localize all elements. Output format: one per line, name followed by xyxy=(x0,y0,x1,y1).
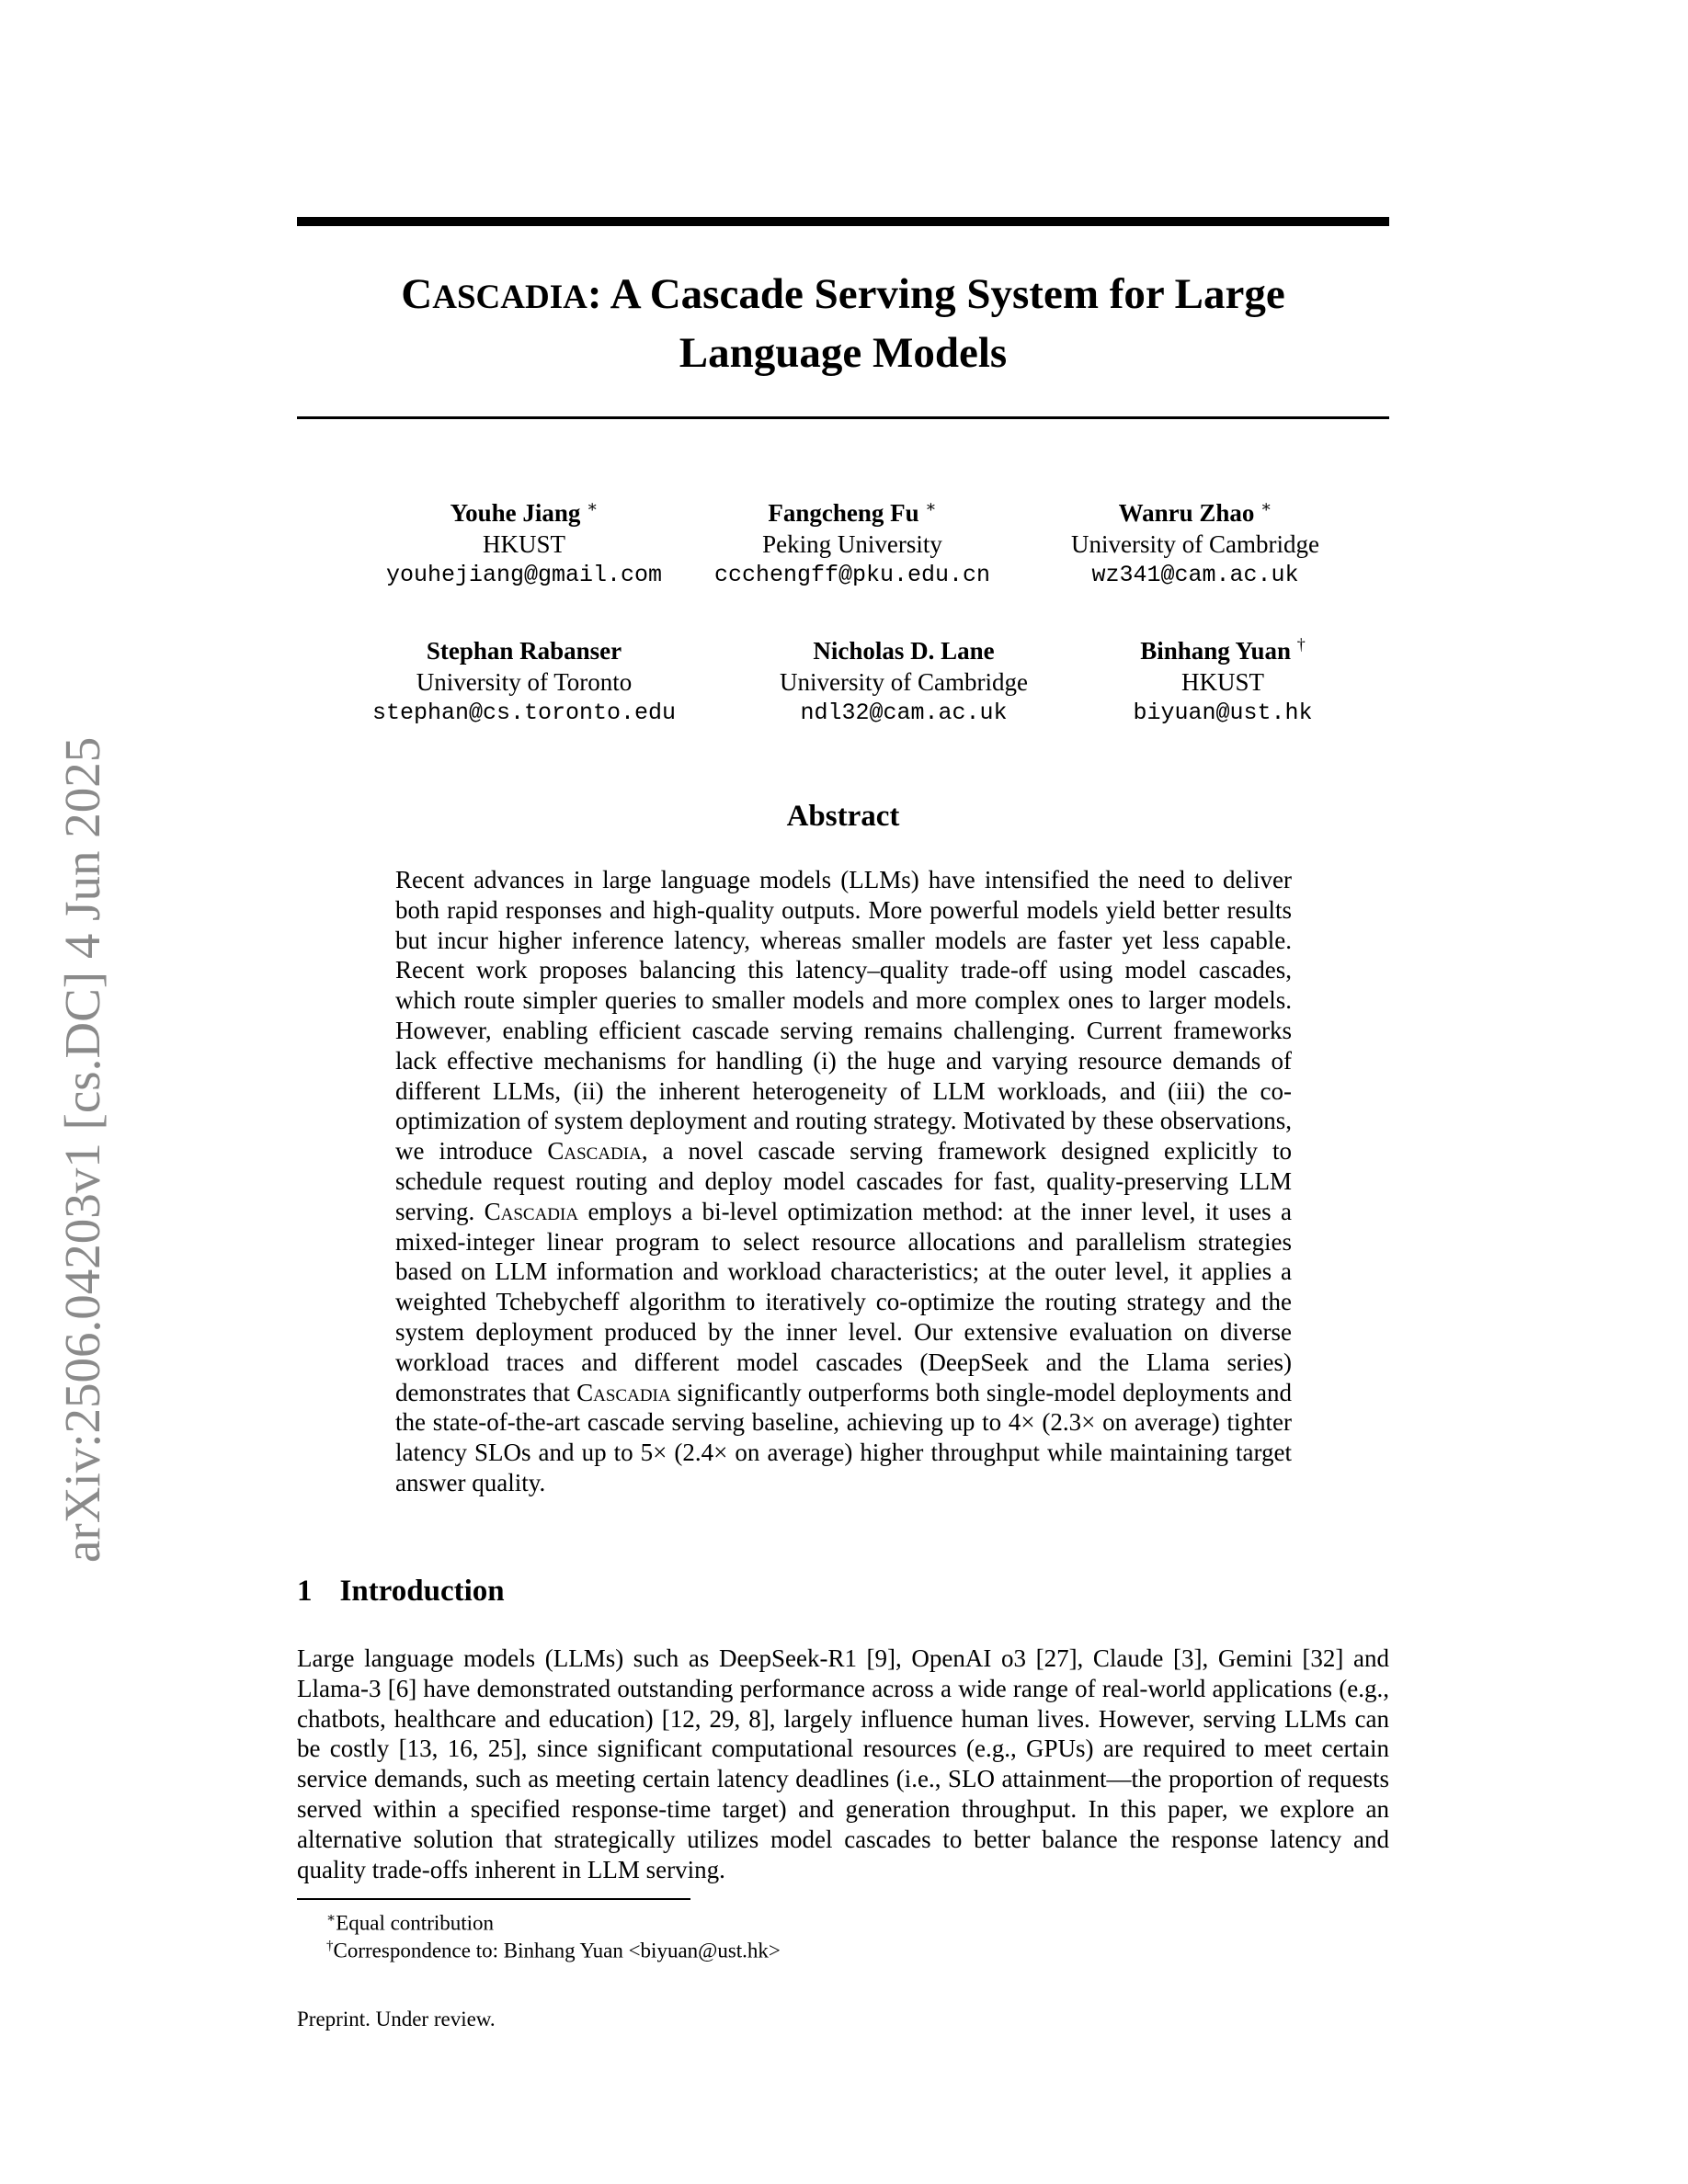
author-block: Stephan Rabanser University of Toronto stephan@cs.toronto.edu xyxy=(371,637,677,726)
introduction-paragraph: Large language models (LLMs) such as DeepSeek-R1 [9], OpenAI o3 [27], Claude [3], Gemini [32] and Llama-3 [6] have demonstrated outstanding performance across a wide range of real-world applications (e.g., chatbots, healthcare and education) [12, 29, 8], largely influence human lives. However, serving LLMs can be costly [13, 16, 25], since significant computational resources (e.g., GPUs) are required to meet certain service demands, such as meeting certain latency deadlines (i.e., SLO attainment—the proportion of requests served within a specified response-time target) and generation throughput. In this paper, we explore an alternative solution that strategically utilizes model cascades to better balance the response latency and quality trade-offs inherent in LLM serving. xyxy=(297,1644,1389,1883)
paper-title: CASCADIA: A Cascade Serving System for Large Language Models xyxy=(401,270,1285,377)
abstract-heading: Abstract xyxy=(786,800,900,833)
footnote-rule xyxy=(297,1898,690,1900)
author-block: Fangcheng Fu ∗ Peking University ccchengff@pku.edu.cn xyxy=(713,497,991,588)
preprint-note: Preprint. Under review. xyxy=(297,2008,496,2030)
author-block: Nicholas D. Lane University of Cambridge ndl32@cam.ac.uk xyxy=(780,637,1028,726)
title-top-rule xyxy=(297,217,1389,226)
section-heading-introduction: 1 Introduction xyxy=(297,1575,505,1608)
footnote: †Correspondence to: Binhang Yuan <biyuan@ust.hk> xyxy=(326,1939,781,1962)
author-block: Youhe Jiang ∗ HKUST youhejiang@gmail.com xyxy=(385,497,663,588)
author-block: Binhang Yuan † HKUST biyuan@ust.hk xyxy=(1133,635,1313,726)
paper-title-line2: Language Models xyxy=(679,329,1008,377)
footnote: ∗Equal contribution xyxy=(326,1911,495,1935)
title-bottom-rule xyxy=(297,416,1389,419)
author-block: Wanru Zhao ∗ University of Cambridge wz341@cam.ac.uk xyxy=(1071,497,1319,588)
arxiv-identifier: arXiv:2506.04203v1 [cs.DC] 4 Jun 2025 xyxy=(54,736,110,1563)
abstract-text: Recent advances in large language models (LLMs) have intensified the need to deliver both rapid responses and high-quality outputs. More powerful models yield better results but incur higher inference latency, whereas smaller models are faster yet less capable. Recent work proposes balancing this latency–quality trade-off using model cascades, which route simpler queries to smaller models and more complex ones to larger models. However, enabling efficient cascade serving remains challenging. Current frameworks lack effective mechanisms for handling (i) the huge and varying resource demands of different LLMs, (ii) the inherent heterogeneity of LLM workloads, and (iii) the co-optimization of system deployment and routing strategy. Motivated by these observations, we introduce Cascadia, a novel cascade serving framework designed explicitly to schedule request routing and deploy model cascades for fast, quality-preserving LLM serving. Cascadia employs a bi-level optimization method: at the inner level, it uses a mixed-integer linear program to select resource allocations and parallelism strategies based on LLM information and workload characteristics; at the outer level, it applies a weighted Tchebycheff algorithm to iteratively co-optimize the routing strategy and the system deployment produced by the inner level. Our extensive evaluation on diverse workload traces and different model cascades (DeepSeek and the Llama series) demonstrates that Cascadia significantly outperforms both single-model deployments and the state-of-the-art cascade serving baseline, achieving up to 4× (2.3× on average) tighter latency SLOs and up to 5× (2.4× on average) higher throughput while maintaining target answer quality. xyxy=(395,866,1293,1496)
